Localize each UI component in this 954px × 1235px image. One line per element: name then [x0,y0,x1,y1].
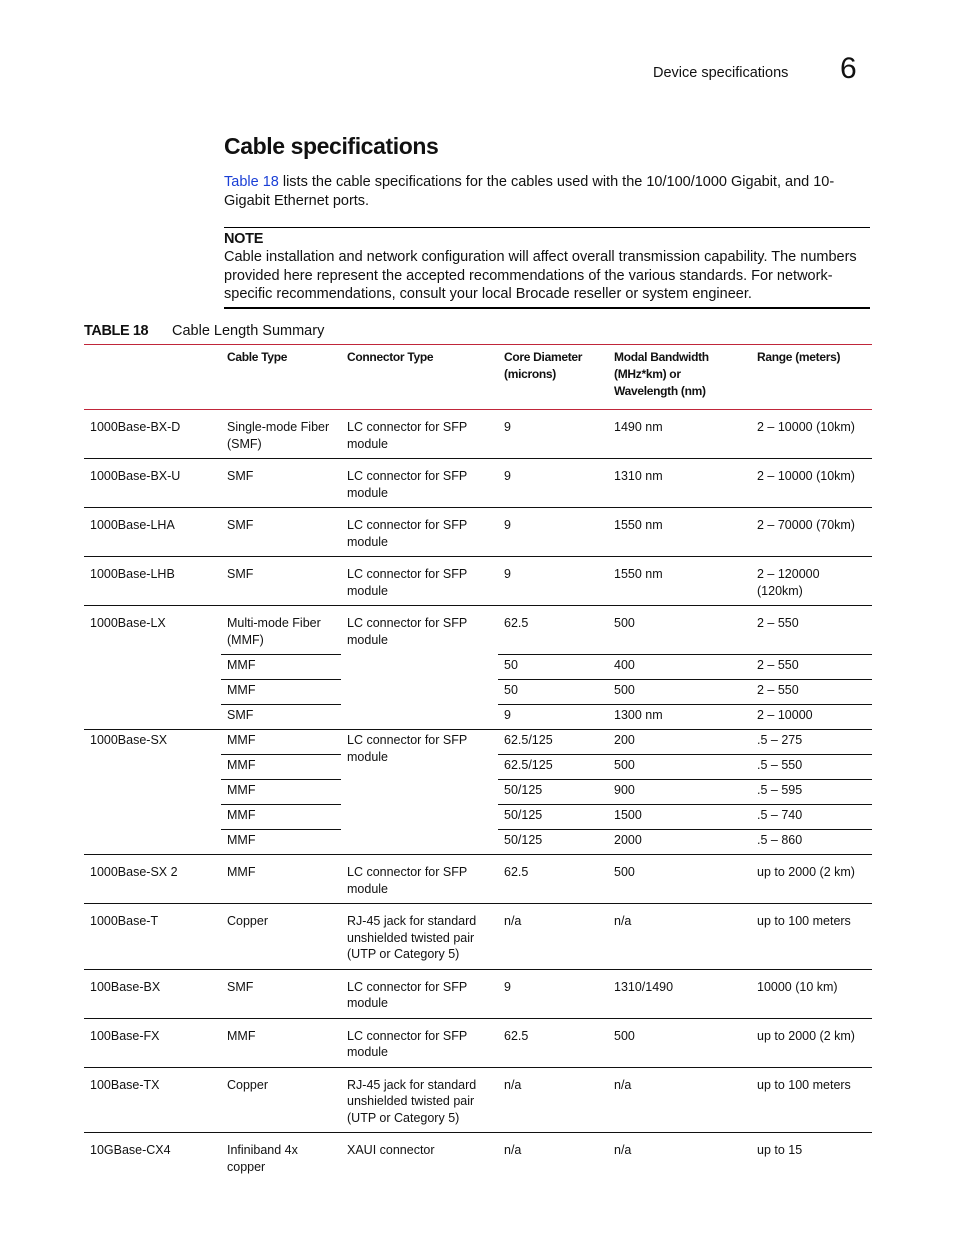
table-row [84,855,872,904]
column-header: Connector Type [341,345,498,410]
note-text: Cable installation and network configuration will affect overall transmission capability. The numbers provided here represent the accepted recommendations of the various standards. For network-specific recommendations, consult your local Brocade reseller or system engineer. [224,249,857,303]
range-cell: 2 – 550 [751,606,872,655]
range-cell: .5 – 740 [751,805,872,830]
cable-type-cell: MMF [221,755,341,780]
bandwidth-cell: 500 [608,855,751,904]
intro-paragraph [224,173,864,211]
bandwidth-cell: 2000 [608,830,751,855]
cable-type-cell: SMF [221,557,341,606]
cable-type-cell: MMF [221,730,341,755]
note-top-rule [224,227,870,228]
table-row [84,508,872,557]
column-header [84,345,221,410]
range-cell: up to 2000 (2 km) [751,855,872,904]
connector-type-cell: RJ-45 jack for standard unshielded twisted pair (UTP or Category 5) [341,904,498,970]
bandwidth-cell: 1550 nm [608,508,751,557]
standard-cell: 1000Base-BX-D [84,410,221,459]
core-diameter-cell: 50/125 [498,805,608,830]
cable-type-cell: Copper [221,1067,341,1133]
column-header: Core Diameter (microns) [498,345,608,410]
table-header-row [84,345,872,410]
core-diameter-cell: 62.5 [498,606,608,655]
cable-type-cell: MMF [221,830,341,855]
core-diameter-cell: 62.5 [498,1018,608,1067]
table-row [84,1067,872,1133]
range-cell: 2 – 70000 (70km) [751,508,872,557]
core-diameter-cell: 50/125 [498,780,608,805]
note-label: NOTE [224,231,264,247]
core-diameter-cell: 9 [498,410,608,459]
connector-type-cell: LC connector for SFP module [341,508,498,557]
range-cell: 2 – 550 [751,655,872,680]
range-cell: up to 100 meters [751,1067,872,1133]
cable-type-cell: MMF [221,680,341,705]
cable-type-cell: SMF [221,459,341,508]
column-header: Range (meters) [751,345,872,410]
core-diameter-cell: 9 [498,508,608,557]
standard-cell: 1000Base-LX [84,606,221,730]
cable-type-cell: SMF [221,508,341,557]
bandwidth-cell: 400 [608,655,751,680]
standard-cell: 100Base-FX [84,1018,221,1067]
table-caption: Cable Length Summary [172,323,325,339]
range-cell: 2 – 550 [751,680,872,705]
cable-type-cell: MMF [221,655,341,680]
bandwidth-cell: 1310/1490 [608,969,751,1018]
core-diameter-cell: 62.5 [498,855,608,904]
bandwidth-cell: 1500 [608,805,751,830]
standard-cell: 1000Base-T [84,904,221,970]
table-row [84,1133,872,1176]
range-cell: 2 – 10000 (10km) [751,410,872,459]
bandwidth-cell: n/a [614,1143,632,1157]
standard-cell: 1000Base-SX [84,730,221,855]
connector-type-cell: LC connector for SFP module [341,557,498,606]
core-diameter-cell: 62.5/125 [498,755,608,780]
range-cell: up to 15 [757,1143,803,1157]
core-diameter-cell: n/a [504,1143,522,1157]
core-diameter-cell: 9 [498,459,608,508]
cable-type-cell: SMF [221,705,341,730]
standard-cell: 1000Base-BX-U [84,459,221,508]
range-cell: .5 – 595 [751,780,872,805]
bandwidth-cell: 1310 nm [608,459,751,508]
core-diameter-cell: 9 [498,969,608,1018]
connector-type-cell: RJ-45 jack for standard unshielded twisted pair (UTP or Category 5) [341,1067,498,1133]
intro-text: lists the cable specifications for the cables used with the 10/100/1000 Gigabit, and 10-Gigabit Ethernet ports. [224,174,835,209]
range-cell: 10000 (10 km) [751,969,872,1018]
connector-type-cell: LC connector for SFP module [341,969,498,1018]
standard-cell: 1000Base-LHA [84,508,221,557]
range-cell: .5 – 550 [751,755,872,780]
running-header-title: Device specifications [653,65,789,81]
table-row [84,904,872,970]
table-row [84,606,872,655]
range-cell: .5 – 275 [751,730,872,755]
cable-type-cell: Single-mode Fiber (SMF) [221,410,341,459]
connector-type-cell: LC connector for SFP module [341,459,498,508]
connector-type-cell: LC connector for SFP module [341,410,498,459]
bandwidth-cell: 1490 nm [608,410,751,459]
bandwidth-cell: n/a [608,904,751,970]
range-cell: up to 100 meters [751,904,872,970]
bandwidth-cell: 500 [608,755,751,780]
core-diameter-cell: 50 [498,680,608,705]
standard-cell: 10GBase-CX4 [90,1143,171,1157]
cable-type-cell: Multi-mode Fiber (MMF) [221,606,341,655]
table-row [84,410,872,459]
bandwidth-cell: 900 [608,780,751,805]
bandwidth-cell: n/a [608,1067,751,1133]
standard-cell: 100Base-TX [84,1067,221,1133]
table-row [84,969,872,1018]
table-reference-link[interactable]: Table 18 [224,174,279,190]
bandwidth-cell: 500 [608,1018,751,1067]
range-cell: up to 2000 (2 km) [751,1018,872,1067]
range-cell: 2 – 120000 (120km) [751,557,872,606]
core-diameter-cell: 50/125 [498,830,608,855]
range-cell: 2 – 10000 [751,705,872,730]
cable-type-cell: MMF [221,855,341,904]
cable-type-cell: Infiniband 4x copper [227,1143,298,1174]
connector-type-cell: LC connector for SFP module [341,730,498,855]
cable-type-cell: Copper [221,904,341,970]
column-header: Modal Bandwidth (MHz*km) or Wavelength (nm) [608,345,751,410]
bandwidth-cell: 1550 nm [608,557,751,606]
bandwidth-cell: 500 [608,606,751,655]
standard-cell: 1000Base-SX 2 [84,855,221,904]
note-bottom-rule [224,307,870,309]
connector-type-cell: LC connector for SFP module [341,606,498,730]
cable-type-cell: MMF [221,780,341,805]
connector-type-cell: LC connector for SFP module [341,1018,498,1067]
cable-type-cell: SMF [221,969,341,1018]
table-label: TABLE 18 [84,323,149,339]
column-header: Cable Type [221,345,341,410]
table-row [84,1018,872,1067]
core-diameter-cell: 62.5/125 [498,730,608,755]
connector-type-cell: XAUI connector [347,1143,435,1157]
bandwidth-cell: 1300 nm [608,705,751,730]
core-diameter-cell: 9 [498,557,608,606]
chapter-number: 6 [840,52,857,85]
connector-type-cell: LC connector for SFP module [341,855,498,904]
core-diameter-cell: 50 [498,655,608,680]
core-diameter-cell: n/a [498,904,608,970]
cable-type-cell: MMF [221,805,341,830]
core-diameter-cell: n/a [498,1067,608,1133]
range-cell: 2 – 10000 (10km) [751,459,872,508]
core-diameter-cell: 9 [498,705,608,730]
cable-length-table [84,344,872,1175]
standard-cell: 100Base-BX [84,969,221,1018]
cable-type-cell: MMF [221,1018,341,1067]
bandwidth-cell: 500 [608,680,751,705]
table-row [84,459,872,508]
range-cell: .5 – 860 [751,830,872,855]
bandwidth-cell: 200 [608,730,751,755]
table-row [84,730,872,755]
section-title: Cable specifications [224,133,439,159]
table-row [84,557,872,606]
standard-cell: 1000Base-LHB [84,557,221,606]
